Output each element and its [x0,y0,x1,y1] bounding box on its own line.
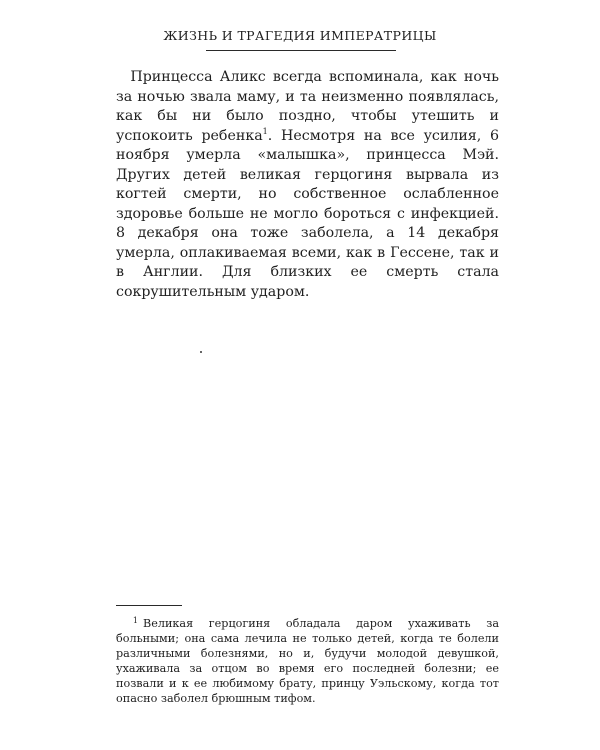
footnote-text: Великая герцогиня обладала даром ухаживать за больными; она сама лечила не только детей, когда те болели различными болезнями, но и, будучи молодой девушкой, ухаживала за отцом во время его последней болезни; ее позвали и к ее любимому брату, принцу Уэльскому, когда тот опасно заболел брюшным тифом. [116,617,499,705]
footnote-rule [116,605,182,606]
main-paragraph [116,68,499,302]
stray-mark [200,351,202,353]
footnote [116,613,499,706]
paragraph-text-part2: . Несмотря на все усилия, 6 ноября умерла «малышка», принцесса Мэй. Других детей великая герцогиня вырвала из когтей смерти, но собственное ослабленное здоровье больше не могло бороться с инфекцией. 8 декабря она тоже заболела, а 14 декабря умерла, оплакиваемая всеми, как в Гессене, так и в Англии. Для близких ее смерть стала сокрушительным ударом. [116,127,499,300]
running-header: ЖИЗНЬ И ТРАГЕДИЯ ИМПЕРАТРИЦЫ [163,28,437,43]
paragraph-text-part1: Принцесса Аликс всегда вспоминала, как ночь за ночью звала маму, и та неизменно появлялась, как бы ни было поздно, чтобы утешить и успокоить ребенка [116,69,499,144]
footnote-reference[interactable]: 1 [262,126,268,136]
header-rule [206,50,396,51]
footnote-number: 1 [132,616,138,625]
